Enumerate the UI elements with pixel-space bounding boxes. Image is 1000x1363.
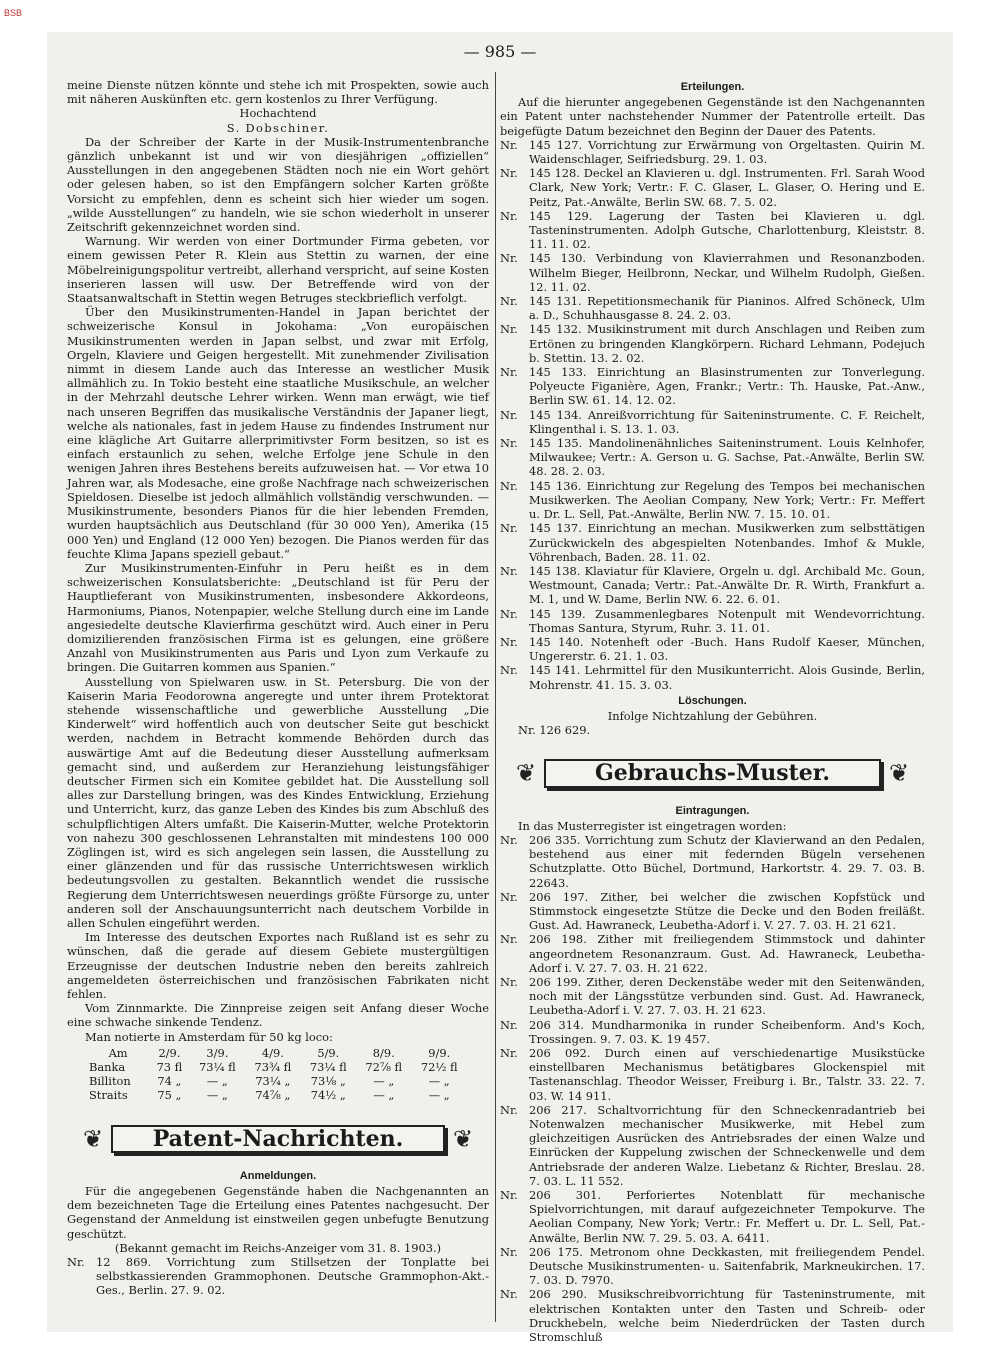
table-cell: — „ <box>373 1088 395 1103</box>
table-cell: 74½ „ <box>310 1088 346 1103</box>
entry-prefix: Nr. <box>500 889 518 904</box>
entry-text: 206 198. Zither mit freiliegendem Stimmstock und dahinter angeordnetem Resonanzraum. Gust. Ad. Hawraneck, Leubetha-Adorf i. V. 27. 7. 03. H. 21 622. <box>529 932 925 975</box>
list-item <box>500 635 925 663</box>
entry-text: 145 130. Verbindung von Klavierrahmen und Resonanzboden. Wilhelm Bieger, Heilbronn, Neckar, und Wilhelm Rudolph, Gießen. 12. 11. 02. <box>529 251 925 294</box>
list-item <box>500 1245 925 1288</box>
list-item <box>500 975 925 1018</box>
ornament-icon: ❦ <box>452 1124 474 1153</box>
table-cell: 72⅞ fl <box>365 1060 403 1075</box>
section-intro: Infolge Nichtzahlung der Gebühren. <box>607 708 818 723</box>
closing-salutation: Hochachtend <box>239 106 317 121</box>
banner-title: Gebrauchs-Muster. <box>544 759 881 787</box>
ornament-icon: ❦ <box>888 759 910 788</box>
entry-text: 145 140. Notenheft oder -Buch. Hans Rudolf Kaeser, München, Ungererstr. 6. 21. 1. 03. <box>529 634 925 664</box>
entry-prefix: Nr. <box>500 563 518 578</box>
section-intro: Für die angegebenen Gegenstände haben die Nachgenannten an dem bezeichneten Tage die Erteilung eines Patentes nachgesucht. Der Gegenstand der Anmeldung ist einstweilen gegen unbefugte Benutzung geschützt. <box>67 1184 489 1241</box>
list-item <box>500 294 925 322</box>
entry-text: 206 301. Perforiertes Notenblatt für mechanische Spielvorrichtungen, mit darauf aufgezeichneter Tempokurve. The Aeolian Company, New York; Vertr.: Fr. Meffert u. Dr. L. Sell, Pat.-Anwälte, Berlin NW. 7. 29. 5. 03. A. 6411. <box>529 1188 925 1245</box>
entry-prefix: Nr. <box>500 478 518 493</box>
list-item <box>500 436 925 479</box>
list-item <box>500 408 925 436</box>
table-header-cell: Am <box>108 1045 128 1060</box>
list-item <box>500 251 925 294</box>
column-divider <box>495 72 496 1322</box>
entry-text: 145 128. Deckel an Klavieren u. dgl. Instrumenten. Frl. Sarah Wood Clark, New York; Vertr.: F. C. Glaser, L. Glaser, O. Hering und E. Peitz, Pat.-Anwälte, Berlin SW. 68. 7. 5. 02. <box>529 166 925 209</box>
table-cell: — „ <box>206 1074 228 1089</box>
table-header-cell: 8/9. <box>372 1045 395 1060</box>
page-number: — 985 — <box>463 42 537 61</box>
list-item <box>500 479 925 522</box>
table-row <box>87 1074 467 1088</box>
publication-note: (Bekannt gemacht im Reichs-Anzeiger vom 31. 8. 1903.) <box>114 1240 442 1255</box>
entry-text: 206 092. Durch einen auf verschiedenartige Musikstücke einstellbaren Mechanismus betätigbares Glockenspiel mit Tastenanschlag. Theodor Weisser, Freiburg i. Br., Talstr. 33. 22. 7. 03. W. 14 911. <box>529 1046 925 1103</box>
list-item: Nr. 126 629. <box>518 723 591 738</box>
entry-text: 206 314. Mundharmonika in runder Scheibenform. And's Koch, Trossingen. 9. 7. 03. K. 19 457. <box>529 1017 925 1046</box>
entry-prefix: Nr. <box>500 365 518 380</box>
paragraph-zinnmarkt: Vom Zinnmarkte. Die Zinnpreise zeigen seit Anfang dieser Woche eine schwache sinkende Tendenz. <box>67 1001 489 1030</box>
paragraph: meine Dienste nützen könnte und stehe ich mit Prospekten, sowie auch mit näheren Auskünften etc. gern kostenlos zu Ihrer Verfügung. <box>67 78 489 107</box>
entry-text: 206 335. Vorrichtung zum Schutz der Klavierwand an den Pedalen, bestehend aus einer mit federnden Bügeln versehenen Schutzplatte. Otto Büchel, Dortmund, Harkortstr. 4. 29. 7. 03. B. 22643. <box>529 832 925 890</box>
entry-text: 145 127. Vorrichtung zur Erwärmung von Orgeltasten. Quirin M. Waidenschlager, Seifriedsburg. 29. 1. 03. <box>529 137 925 167</box>
entry-text: 206 199. Zither, deren Deckenstäbe weder mit den Seitenwänden, noch mit der Längsstütze verbunden sind. Gust. Ad. Hawraneck, Leubetha-Adorf i. V. 27. 7. 03. H. 21 623. <box>529 974 925 1018</box>
table-header-cell: 4/9. <box>261 1045 284 1060</box>
table-cell: 74⅞ „ <box>255 1088 291 1103</box>
ornament-icon: ❦ <box>82 1124 104 1153</box>
list-item <box>500 833 925 890</box>
entry-prefix: Nr. <box>500 322 518 337</box>
paragraph: Im Interesse des deutschen Exportes nach Rußland ist es sehr zu wünschen, daß die gerade auf diesem Gebiete mustergültigen Erzeugnisse der deutschen Industrie neben den bereits zahlreich angemeldeten österreichischen und französischen Fabrikaten nicht fehlen. <box>67 930 489 1001</box>
list-item <box>500 1188 925 1245</box>
table-cell: 73¼ fl <box>309 1060 347 1075</box>
library-logo: BSB <box>4 8 23 18</box>
table-cell: 74 „ <box>157 1074 182 1089</box>
table-row <box>87 1088 467 1102</box>
table-cell: Billiton <box>89 1074 131 1089</box>
entry-prefix: Nr. <box>500 634 518 649</box>
entry-prefix: Nr. <box>500 663 518 678</box>
entry-text: 12 869. Vorrichtung zum Stillsetzen der Tonplatte bei selbstkassierenden Grammophonen. Deutsche Grammophon-Akt.-Ges., Berlin. 27. 9. 02. <box>96 1255 489 1298</box>
table-cell: — „ <box>428 1074 450 1089</box>
paragraph-petersburg: Ausstellung von Spielwaren usw. in St. Petersburg. Die von der Kaiserin Maria Feodorowna angeregte und unter ihrem Protektorat stehende wissenschaftliche und gewerbliche Ausstellung „Die Kinderwelt“ wird hoffentlich auch von deutscher Seite gut beschickt werden, nachdem in Betracht kommende Behörden durch das auswärtige Amt auf die Bedeutung dieser Ausstellung aufmerksam gemacht sind, und außerdem zur Heranziehung leistungsfähiger deutscher Firmen sich ein Komitee gebildet hat. Die Ausstellung soll alles zur Darstellung bringen, was des Kindes Entwicklung, Erziehung und Unterricht, kurz, das ganze Leben des Kindes bis zum Abschluß des schulpflichtigen Alters umfaßt. Die Kaiserin-Mutter, welche Protektorin von nahezu 300 geschlossenen Lehranstalten mit mindestens 100 000 Zöglingen ist, wird es sich angelegen sein lassen, die Ausstellung zu einer glänzenden und für das russische Unterrichtswesen wirklich bedeutungsvollen zu gestalten. Bekanntlich wendet die russische Regierung dem Unterrichtswesen neuerdings größte Fürsorge zu, unter anderen soll der Anschauungsunterricht nach deutschem Vorbilde in allen Schulen eingeführt werden. <box>67 674 489 930</box>
entry-prefix: Nr. <box>500 521 518 536</box>
entry-prefix: Nr. <box>500 1017 518 1032</box>
table-cell: Banka <box>89 1060 126 1075</box>
list-item <box>500 1287 925 1344</box>
entry-prefix: Nr. <box>500 1244 518 1259</box>
entry-prefix: Nr. <box>500 1188 518 1203</box>
section-heading: Erteilungen. <box>680 81 745 93</box>
entry-prefix: Nr. <box>500 1102 518 1117</box>
list-item <box>500 521 925 564</box>
table-cell: Straits <box>89 1088 128 1103</box>
list-item <box>500 1103 925 1188</box>
newspaper-page <box>47 32 953 1345</box>
list-item <box>500 1046 925 1103</box>
paragraph-japan: Über den Musikinstrumenten-Handel in Japan berichtet der schweizerische Konsul in Jokohama: „Von europäischen Musikinstrumenten werden in Japan selbst, und zwar mit Erfolg, Orgeln, Klaviere und Geigen hergestellt. Mit zunehmender Zivilisation nimmt in diesem Lande auch das Interesse an westlicher Musik allmählich zu. In Tokio besteht eine staatliche Musikschule, an welcher in der Mehrzahl deutsche Lehrer wirken. Wenn man erwägt, wie tief nach unseren Begriffen das musikalische Verständnis der Japaner liegt, welche als nationales, fast in jedem Hause zu findendes Instrument nur eine klägliche Art Guitarre allerprimitivster Form besitzen, so ist es einfach erstaunlich zu sehen, welche Erfolge jene Schule in den wenigen Jahren ihres Bestehens bereits aufzuweisen hat. — Vor etwa 10 Jahren war, als Modesache, eine große Nachfrage nach schweizerischen Spieldosen. Dieselbe ist jedoch allmählich vollständig verschwunden. — Musikinstrumente, besonders Pianos für die hier lebenden Fremden, wurden hauptsächlich aus Deutschland (für 30 000 Yen), Amerika (15 000 Yen) und England (12 000 Yen) bezogen. Die Pianos werden für das feuchte Klima Japans speziell gebaut.“ <box>67 305 489 561</box>
table-header-cell: 3/9. <box>206 1045 229 1060</box>
entry-prefix: Nr. <box>500 932 518 947</box>
left-column <box>67 78 489 1298</box>
table-header-cell: 9/9. <box>428 1045 451 1060</box>
paragraph: Da der Schreiber der Karte in der Musik-Instrumentenbranche gänzlich unbekannt ist und wir von diesjährigen „offiziellen“ Ausstellungen in den angegebenen Städten noch nie ein Wort gehört oder gelesen haben, so ist den Empfängern solcher Karten größte Vorsicht zu empfehlen, denn es scheint sich hier wieder um sogen. „wilde Ausstellungen“ zu handeln, wie sie schon wiederholt in unserer Zeitschrift gekennzeichnet worden sind. <box>67 134 489 235</box>
list-item <box>500 890 925 933</box>
signature-name: S. Dobschiner. <box>226 120 330 135</box>
table-cell: 73⅛ „ <box>310 1074 346 1089</box>
section-intro: Auf die hierunter angegebenen Gegenstände ist den Nachgenannten ein Patent unter nachstehender Nummer der Patentrolle erteilt. Das beigefügte Datum bezeichnet den Beginn der Dauer des Patents. <box>500 95 925 138</box>
banner-title: Patent-Nachrichten. <box>111 1125 445 1153</box>
table-cell: — „ <box>373 1074 395 1089</box>
entry-prefix: Nr. <box>67 1255 85 1270</box>
entry-prefix: Nr. <box>500 166 518 181</box>
section-heading: Löschungen. <box>678 694 747 707</box>
list-item <box>500 138 925 166</box>
entry-text: 145 131. Repetitionsmechanik für Pianinos. Alfred Schöneck, Ulm a. D., Schuhhausgasse 8. 24. 2. 03. <box>529 294 925 323</box>
utility-model-banner <box>508 759 917 787</box>
list-item <box>500 1018 925 1046</box>
entry-text: 145 133. Einrichtung an Blasinstrumenten zur Tonverlegung. Polyeucte Figanière, Agen, Frankr.; Vertr.: Th. Hauske, Pat.-Anw., Berlin SW. 61. 14. 12. 02. <box>529 365 925 408</box>
list-item <box>67 1255 489 1298</box>
entry-prefix: Nr. <box>500 137 518 152</box>
entry-text: 145 139. Zusammenlegbares Notenpult mit Wendevorrichtung. Thomas Santura, Styrum, Ruhr. 3. 11. 01. <box>529 606 925 635</box>
entry-prefix: Nr. <box>500 606 518 621</box>
ornament-icon: ❦ <box>515 759 537 788</box>
table-cell: 75 „ <box>157 1088 182 1103</box>
tin-price-table <box>87 1046 467 1103</box>
entry-prefix: Nr. <box>500 832 518 847</box>
table-cell: 72½ fl <box>420 1060 458 1075</box>
section-intro: In das Musterregister ist eingetragen worden: <box>518 818 787 833</box>
table-header-cell: 5/9. <box>317 1045 340 1060</box>
paragraph: Man notierte in Amsterdam für 50 kg loco: <box>85 1029 333 1044</box>
right-column <box>500 78 925 1344</box>
list-item <box>500 209 925 252</box>
table-cell: 73¾ fl <box>254 1060 292 1075</box>
section-heading: Eintragungen. <box>675 804 750 817</box>
entry-prefix: Nr. <box>500 1287 518 1302</box>
list-item <box>500 932 925 975</box>
entry-text: 206 290. Musikschreibvorrichtung für Tasteninstrumente, mit elektrischen Kontakten unter den Tasten und Schreib- oder Druckhebeln, welche beim Niederdrücken der Tasten durch Stromschluß <box>529 1287 925 1345</box>
table-header-cell: 2/9. <box>158 1045 181 1060</box>
entry-prefix: Nr. <box>500 1046 518 1060</box>
table-cell: 73¼ „ <box>255 1074 291 1089</box>
section-heading: Anmeldungen. <box>239 1169 317 1182</box>
patent-news-banner <box>75 1125 481 1153</box>
entry-text: 145 135. Mandolinenähnliches Saiteninstrument. Louis Kelnhofer, Milwaukee; Vertr.: A. Gerson u. G. Sachse, Pat.-Anwälte, Berlin SW. 48. 28. 2. 03. <box>529 436 925 479</box>
list-item <box>500 564 925 607</box>
entry-text: 145 129. Lagerung der Tasten bei Klavieren u. dgl. Tasteninstrumenten. Adolph Gutsche, Charlottenburg, Kleiststr. 8. 11. 11. 02. <box>529 208 925 252</box>
entry-text: 145 138. Klaviatur für Klaviere, Orgeln u. dgl. Archibald Mc. Goun, Westmount, Canada; Vertr.: Pat.-Anwälte Dr. R. Wirth, Frankfurt a. M. 1, und W. Dame, Berlin NW. 6. 22. 6. 01. <box>529 563 925 607</box>
entry-prefix: Nr. <box>500 407 518 422</box>
paragraph-peru: Zur Musikinstrumenten-Einfuhr in Peru heißt es in dem schweizerischen Konsulatsberichte: „Deutschland ist für Peru der Hauptlieferant von Musikinstrumenten, insbesondere Akkordeons, Harmoniums, Pianos, Notenpapier, welche Stellung durch eine im Lande angesiedelte deutsche Klavierfirma geschützt wird. Auch einer in Peru domizilierenden französischen Firma ist es gelungen, eine größere Anzahl von Musikinstrumenten aus Paris und Lyon zum Verkaufe zu bringen. Die Guitarren kommen aus Spanien.“ <box>67 560 489 675</box>
list-item <box>500 322 925 365</box>
list-item <box>500 607 925 635</box>
list-item <box>500 663 925 691</box>
table-cell: — „ <box>428 1088 450 1103</box>
table-row <box>87 1060 467 1074</box>
table-header-row <box>87 1046 467 1060</box>
entry-text: 145 136. Einrichtung zur Regelung des Tempos bei mechanischen Musikwerken. The Aeolian Company, New York; Vertr.: Fr. Meffert u. Dr. L. Sell, Pat.-Anwälte, Berlin NW. 7. 15. 10. 01. <box>529 478 925 522</box>
table-cell: 73 fl <box>156 1060 183 1075</box>
entry-prefix: Nr. <box>500 974 518 989</box>
entry-text: 145 132. Musikinstrument mit durch Anschlagen und Reiben zum Ertönen zu bringenden Klangkörpern. Richard Lehmann, Podejuch b. Stettin. 13. 2. 02. <box>529 322 925 365</box>
paragraph-warnung: Warnung. Wir werden von einer Dortmunder Firma gebeten, vor einem gewissen Peter R. Klein aus Stettin zu warnen, der eine Möbelreinigungspolitur vertreibt, allerhand verspricht, auf seine Kosten inserieren lassen will usw. Der Betreffende wird von der Staatsanwaltschaft in Stettin wegen Betruges steckbrieflich verfolgt. <box>67 234 489 306</box>
list-item <box>500 166 925 209</box>
entry-prefix: Nr. <box>500 294 518 309</box>
entry-prefix: Nr. <box>500 208 518 223</box>
list-item <box>500 365 925 408</box>
entry-text: 145 137. Einrichtung an mechan. Musikwerken zum selbsttätigen Zurückwickeln des abgespielten Notenbandes. Imhof & Mukle, Vöhrenbach, Baden. 28. 11. 02. <box>529 521 925 564</box>
entry-text: 206 175. Metronom ohne Deckkasten, mit freiliegendem Pendel. Deutsche Musikinstrumenten- u. Saitenfabrik, Markneukirchen. 17. 7. 03. D. 7970. <box>529 1244 925 1288</box>
entry-prefix: Nr. <box>500 251 518 266</box>
table-cell: 73¼ fl <box>198 1060 236 1075</box>
entry-prefix: Nr. <box>500 436 518 451</box>
entry-text: 145 141. Lehrmittel für den Musikunterricht. Alois Gusinde, Berlin, Mohrenstr. 41. 15. 3. 03. <box>529 663 925 692</box>
entry-text: 145 134. Anreißvorrichtung für Saiteninstrumente. C. F. Reichelt, Klingenthal i. S. 13. 1. 03. <box>529 407 925 436</box>
entry-text: 206 197. Zither, bei welcher die zwischen Kopfstück und Stimmstock eingesetzte Stütze die Decke und den Boden freiläßt. Gust. Ad. Hawraneck, Leubetha-Adorf i. V. 27. 7. 03. H. 21 621. <box>529 889 925 933</box>
entry-text: 206 217. Schaltvorrichtung für den Schneckenradantrieb bei Notenwalzen mechanischer Musikwerke, mit Hebel zum gleichzeitigen Ausrücken des Antriebsrades der einen Walze und Einrücken der Kuppelung zwischen der Schneckenwelle und dem Antriebsrade der anderen Walze. Liebetanz & Richter, Breslau. 28. 7. 03. L. 11 552. <box>529 1102 925 1188</box>
table-cell: — „ <box>206 1088 228 1103</box>
